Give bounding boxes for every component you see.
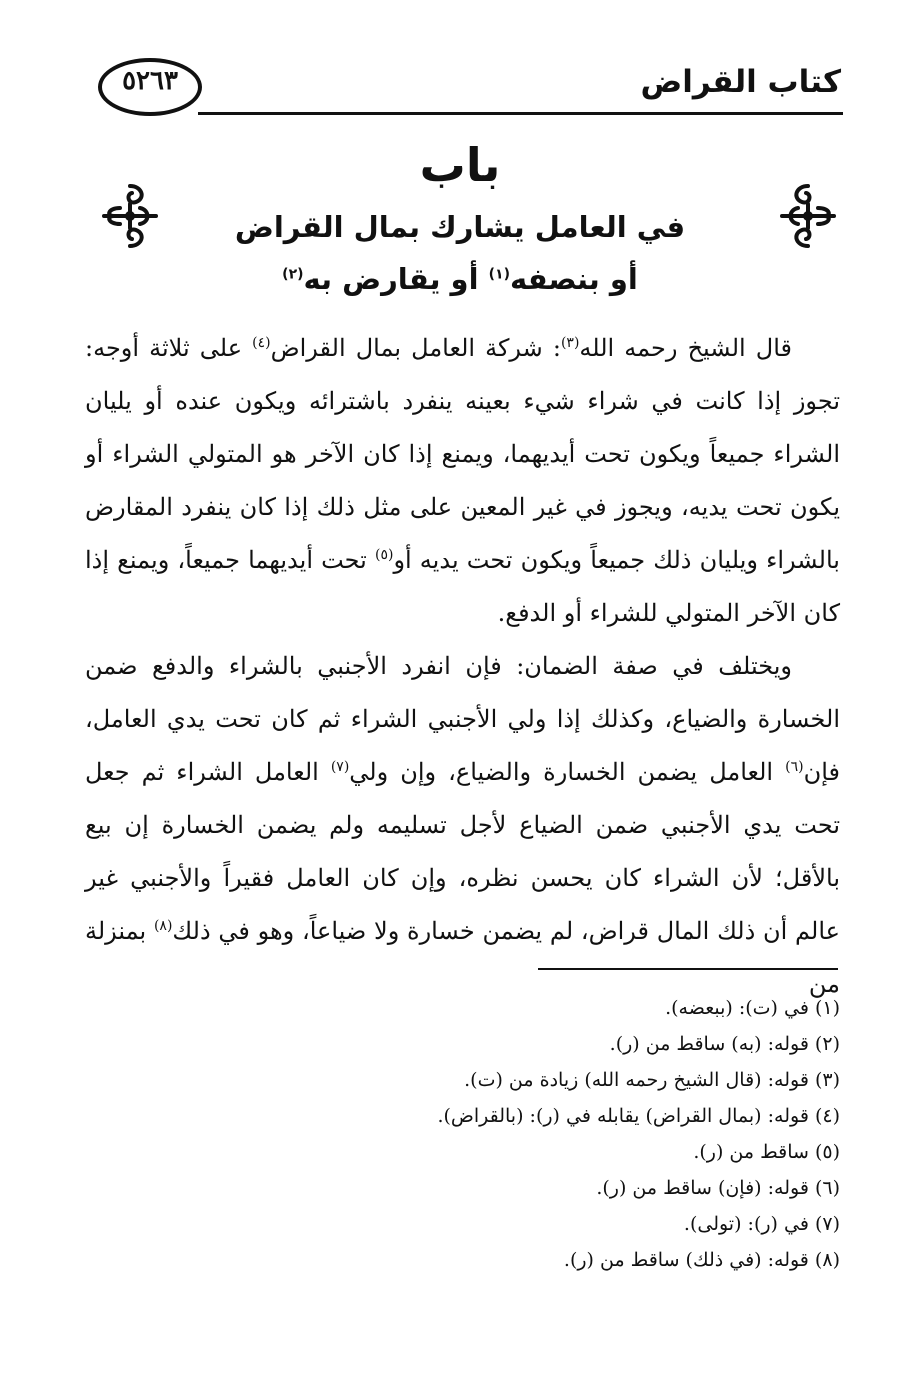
footnote-marker: (٢) [282, 266, 304, 283]
footnote-item: (٢) قوله: (به) ساقط من (ر). [609, 1033, 840, 1055]
chapter-subtitle-part-b: أو يقارض به [303, 262, 479, 296]
paragraph [85, 640, 840, 1011]
arabesque-ornament-icon [778, 180, 838, 252]
page-header [88, 52, 843, 124]
footnote-marker: (٣) [560, 335, 580, 351]
footnote-item: (٤) قوله: (بمال القراض) يقابله في (ر): (بالقراض). [437, 1105, 840, 1127]
footnote-item: (٣) قوله: (قال الشيخ رحمه الله) زيادة من (ت). [464, 1069, 840, 1091]
chapter-word: باب [419, 138, 501, 192]
footnote-marker: (١) [488, 266, 510, 283]
text-run: قال الشيخ رحمه الله [579, 334, 792, 362]
footnotes-list [100, 990, 840, 1278]
body-text [85, 322, 840, 1011]
chapter-subtitle-part-a: أو بنصفه [510, 262, 638, 296]
text-run: بمنزلة من [85, 917, 840, 998]
footnote-marker: (٤) [252, 335, 271, 351]
footnote-item: (١) في (ت): (ببعضه). [665, 997, 840, 1019]
footnote-marker: (٦) [785, 759, 804, 775]
text-run: العامل الشراء ثم جعل تحت يدي الأجنبي ضمن الضياع لأجل تسليمه ولم يضمن الخسارة إن بيع بالأقل؛ لأن الشراء كان يحسن نظره، وإن كان العامل فقيراً والأجنبي غير عالم أن ذلك المال قراض، لم يضمن خسارة ولا ضياعاً، وهو في ذلك [85, 758, 840, 945]
footnote-separator [538, 968, 838, 970]
running-title: كتاب القراض [640, 64, 841, 100]
footnote-item: (٧) في (ر): (تولى). [683, 1213, 840, 1235]
text-run: : شركة العامل بمال القراض [270, 334, 561, 362]
text-run: تحت أيديهما جميعاً، ويمنع إذا كان الآخر المتولي للشراء أو الدفع. [85, 546, 840, 627]
paragraph [85, 322, 840, 640]
chapter-title: في العامل يشارك بمال القراض [234, 210, 686, 244]
footnote-marker: (٨) [153, 918, 173, 934]
header-rule [198, 112, 843, 115]
footnote-marker: (٥) [374, 547, 394, 563]
arabesque-ornament-icon [100, 180, 160, 252]
chapter-subtitle [180, 262, 740, 296]
footnote-marker: (٧) [330, 759, 350, 775]
footnote-item: (٨) قوله: (في ذلك) ساقط من (ر). [563, 1249, 840, 1271]
page-number: ٥٢٦٣ [122, 66, 178, 96]
text-run: العامل يضمن الخسارة والضياع، وإن ولي [349, 758, 786, 786]
text-run: ويختلف في صفة الضمان: فإن انفرد الأجنبي بالشراء والدفع ضمن الخسارة والضياع، وكذلك إذا ولي الأجنبي الشراء ثم كان تحت يدي العامل، فإن [85, 652, 841, 786]
footnote-item: (٦) قوله: (فإن) ساقط من (ر). [596, 1177, 840, 1199]
text-run: على ثلاثة أوجه: تجوز إذا كانت في شراء شيء بعينه ينفرد باشترائه ويكون عنده أو يليان الشراء جميعاً ويكون تحت أيديهما، ويمنع إذا كان الآخر هو المتولي الشراء أو يكون تحت يديه، ويجوز في غير المعين على مثل ذلك إذا كان ينفرد المقارض بالشراء ويليان ذلك جميعاً ويكون تحت يديه أو [85, 334, 840, 574]
footnote-item: (٥) ساقط من (ر). [693, 1141, 840, 1163]
